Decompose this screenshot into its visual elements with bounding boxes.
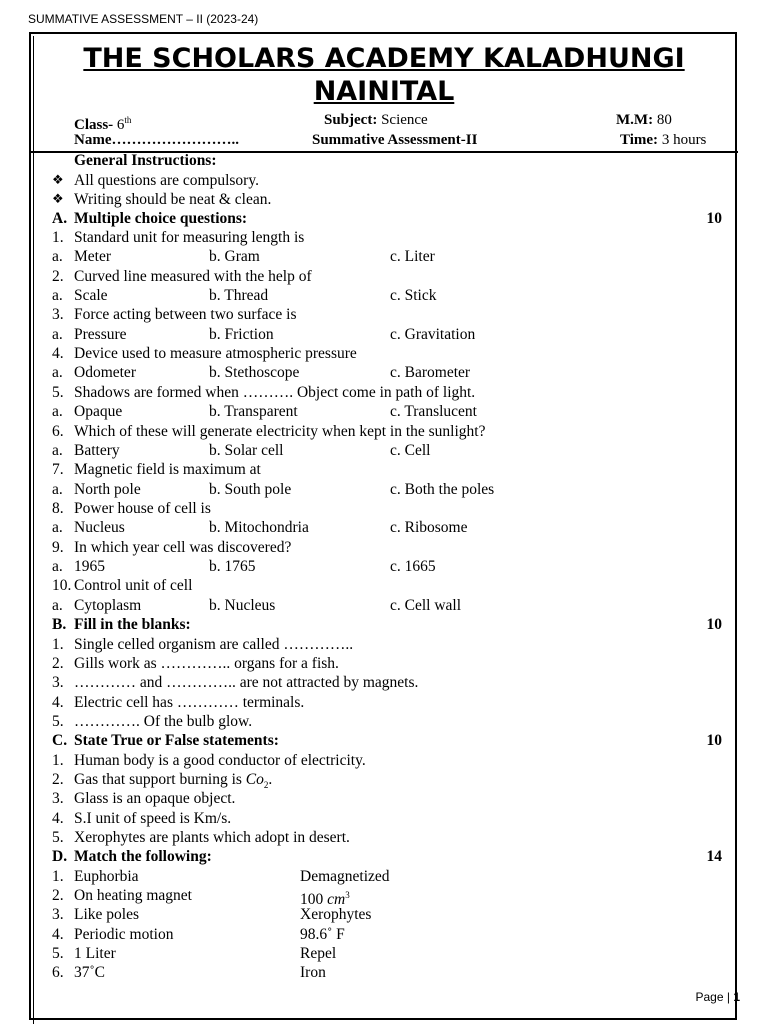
item-text (74, 789, 235, 808)
options-row (0, 325, 768, 344)
page-footer (696, 990, 741, 1004)
option-a: Scale (74, 287, 108, 304)
option-a: Meter (74, 248, 112, 265)
option-a-prefix: a. (52, 364, 63, 381)
option-b: b. Gram (209, 248, 260, 265)
option-a-prefix: a. (52, 558, 63, 575)
chemical-formula: Co (245, 771, 264, 788)
option-c: c. Cell wall (390, 597, 462, 614)
question-number: 2. (52, 268, 64, 285)
formula-subscript: 2 (263, 780, 269, 791)
item-number: 4. (52, 926, 64, 943)
match-row (0, 944, 768, 963)
match-left: 1 Liter (74, 945, 116, 962)
statement-text: S.I unit of speed is Km/s. (74, 810, 232, 827)
option-c: c. Ribosome (390, 519, 468, 536)
section-a-heading-row (0, 209, 768, 228)
class-sup: th (124, 115, 132, 125)
option-b: b. Mitochondria (209, 519, 309, 536)
question-row (0, 267, 768, 286)
options-row (0, 286, 768, 305)
option-a-prefix: a. (52, 519, 63, 536)
question-text: Magnetic field is maximum at (74, 461, 261, 478)
true-false-row (0, 809, 768, 828)
instructions-heading-row (0, 151, 768, 170)
section-d-heading-row (0, 847, 768, 866)
statement-text: Xerophytes are plants which adopt in desert. (74, 829, 350, 846)
question-text: Control unit of cell (74, 577, 193, 594)
question-row (0, 460, 768, 479)
question-number: 10. (52, 577, 72, 594)
statement-text: Glass is an opaque object. (74, 790, 236, 807)
match-left: Like poles (74, 906, 139, 923)
time-value: 3 hours (661, 132, 707, 148)
option-b: b. Friction (209, 326, 274, 343)
page-number: 1 (733, 990, 740, 1004)
option-c: c. Cell (390, 442, 431, 459)
section-letter: C. (52, 732, 68, 749)
match-row (0, 905, 768, 924)
question-number: 5. (52, 384, 64, 401)
option-c: c. Translucent (390, 403, 477, 420)
match-right (300, 944, 336, 963)
item-number: 2. (52, 771, 64, 788)
option-c: c. Liter (390, 248, 435, 265)
subject-info (324, 110, 428, 130)
class-label: Class- (74, 117, 114, 133)
match-right (300, 905, 371, 924)
question-text: Standard unit for measuring length is (74, 229, 305, 246)
question-number: 3. (52, 306, 64, 323)
question-number: 8. (52, 500, 64, 517)
section-heading: Match the following: (74, 848, 212, 865)
section-marks: 10 (706, 732, 722, 749)
section-heading: Fill in the blanks: (74, 616, 191, 633)
diamond-bullet-icon: ❖ (52, 173, 64, 188)
option-b: b. 1765 (209, 558, 256, 575)
max-marks-info (616, 110, 672, 130)
item-number: 6. (52, 964, 64, 981)
item-text (74, 751, 366, 770)
options-row (0, 247, 768, 266)
option-c: c. Barometer (390, 364, 471, 381)
option-b: b. Stethoscope (209, 364, 300, 381)
section-letter: B. (52, 616, 67, 633)
fill-blank-row (0, 673, 768, 692)
instruction-text: All questions are compulsory. (74, 172, 259, 189)
statement-text: Human body is a good conductor of electricity. (74, 752, 366, 769)
fill-blank-row (0, 712, 768, 731)
match-right (300, 925, 345, 944)
match-row (0, 886, 768, 909)
instruction-text: Writing should be neat & clean. (74, 191, 272, 208)
option-c: c. 1665 (390, 558, 436, 575)
true-false-row (0, 828, 768, 847)
item-text: Single celled organism are called ………….. (74, 636, 354, 653)
item-text: …………. Of the bulb glow. (74, 713, 253, 730)
options-row (0, 441, 768, 460)
match-row (0, 867, 768, 886)
option-a-prefix: a. (52, 248, 63, 265)
option-b: b. Nucleus (209, 597, 276, 614)
option-a: 1965 (74, 558, 105, 575)
match-left: Periodic motion (74, 926, 174, 943)
school-title-line2: NAINITAL (313, 76, 455, 107)
option-a: Odometer (74, 364, 136, 381)
option-a: Nucleus (74, 519, 125, 536)
question-row (0, 499, 768, 518)
question-row (0, 422, 768, 441)
time-info (620, 130, 706, 150)
question-row (0, 538, 768, 557)
item-number: 4. (52, 810, 64, 827)
question-text: Force acting between two surface is (74, 306, 297, 323)
unit-superscript: 3 (345, 890, 350, 900)
section-heading: State True or False statements: (74, 732, 279, 749)
question-text: Shadows are formed when ………. Object come in path of light. (74, 384, 476, 401)
match-left: Euphorbia (74, 868, 139, 885)
question-row (0, 228, 768, 247)
options-row (0, 402, 768, 421)
school-title (30, 42, 738, 108)
match-right-text: Repel (300, 945, 337, 962)
item-text: ………… and ………….. are not attracted by magnets. (74, 674, 419, 691)
item-number: 3. (52, 906, 64, 923)
options-row (0, 596, 768, 615)
match-row (0, 963, 768, 982)
option-c: c. Gravitation (390, 326, 476, 343)
question-row (0, 383, 768, 402)
match-left: On heating magnet (74, 887, 192, 904)
option-c: c. Stick (390, 287, 437, 304)
item-number: 5. (52, 945, 64, 962)
options-row (0, 518, 768, 537)
name-field (74, 130, 239, 150)
name-label: Name…………………….. (74, 132, 239, 148)
option-a: Battery (74, 442, 120, 459)
subject-label: Subject: (324, 112, 378, 128)
section-letter: A. (52, 210, 68, 227)
diamond-bullet-icon: ❖ (52, 192, 64, 207)
item-number: 1. (52, 868, 64, 885)
item-text: Electric cell has ………… terminals. (74, 694, 305, 711)
time-label: Time: (620, 132, 659, 148)
option-a-prefix: a. (52, 481, 63, 498)
option-a-prefix: a. (52, 287, 63, 304)
question-text: Which of these will generate electricity when kept in the sunlight? (74, 423, 486, 440)
option-b: b. Transparent (209, 403, 298, 420)
statement-tail: . (268, 771, 273, 788)
page-label: Page | (695, 990, 734, 1004)
fill-blank-row (0, 635, 768, 654)
match-right-text: 100 (300, 891, 328, 909)
instructions-heading: General Instructions: (74, 152, 217, 169)
question-number: 1. (52, 229, 64, 246)
section-heading: Multiple choice questions: (74, 210, 248, 227)
option-b: b. South pole (209, 481, 292, 498)
section-b-heading-row (0, 615, 768, 634)
question-text: In which year cell was discovered? (74, 539, 292, 556)
match-row (0, 925, 768, 944)
match-right-text: Demagnetized (300, 868, 390, 885)
item-number: 3. (52, 674, 64, 691)
item-number: 3. (52, 790, 64, 807)
option-a-prefix: a. (52, 442, 63, 459)
fill-blank-row (0, 654, 768, 673)
question-row (0, 576, 768, 595)
header-top-label: SUMMATIVE ASSESSMENT – II (2023-24) (28, 12, 259, 26)
question-number: 4. (52, 345, 64, 362)
section-marks: 10 (706, 210, 722, 227)
option-b: b. Thread (209, 287, 269, 304)
item-number: 4. (52, 694, 64, 711)
school-title-line1: THE SCHOLARS ACADEMY KALADHUNGI (83, 43, 685, 74)
question-number: 9. (52, 539, 64, 556)
section-marks: 10 (706, 616, 722, 633)
statement-text: Gas that support burning is (74, 771, 246, 788)
question-text: Curved line measured with the help of (74, 268, 312, 285)
item-number: 1. (52, 752, 64, 769)
item-number: 5. (52, 713, 64, 730)
options-row (0, 557, 768, 576)
question-row (0, 344, 768, 363)
item-number: 1. (52, 636, 64, 653)
item-text (74, 809, 231, 828)
unit-text: cm (327, 891, 346, 909)
options-row (0, 480, 768, 499)
option-a-prefix: a. (52, 597, 63, 614)
true-false-row (0, 770, 768, 789)
instruction-item (0, 190, 768, 209)
option-a: Opaque (74, 403, 123, 420)
option-b: b. Solar cell (209, 442, 284, 459)
option-a: Pressure (74, 326, 127, 343)
instruction-item (0, 171, 768, 190)
options-row (0, 363, 768, 382)
item-text (74, 828, 350, 847)
true-false-row (0, 751, 768, 770)
fill-blank-row (0, 693, 768, 712)
mm-label: M.M: (616, 112, 654, 128)
mm-value: 80 (656, 112, 672, 128)
question-text: Device used to measure atmospheric pressure (74, 345, 357, 362)
question-number: 7. (52, 461, 64, 478)
match-right-text: 98.6˚ F (300, 926, 345, 943)
question-number: 6. (52, 423, 64, 440)
match-right-text: Xerophytes (300, 906, 372, 923)
section-letter: D. (52, 848, 68, 865)
subject-value: Science (381, 112, 428, 128)
true-false-row (0, 789, 768, 808)
option-a-prefix: a. (52, 403, 63, 420)
item-number: 2. (52, 655, 64, 672)
item-number: 2. (52, 887, 64, 904)
option-a: North pole (74, 481, 141, 498)
exam-info (312, 130, 477, 150)
section-marks: 14 (706, 848, 722, 865)
match-right-text: Iron (300, 964, 326, 981)
match-right (300, 867, 390, 886)
question-row (0, 305, 768, 324)
match-right (300, 963, 326, 982)
class-value: 6 (116, 117, 125, 133)
option-c: c. Both the poles (390, 481, 495, 498)
option-a: Cytoplasm (74, 597, 142, 614)
question-text: Power house of cell is (74, 500, 211, 517)
item-text: Gills work as ………….. organs for a fish. (74, 655, 339, 672)
item-number: 5. (52, 829, 64, 846)
match-left: 37˚C (74, 964, 105, 981)
section-c-heading-row (0, 731, 768, 750)
option-a-prefix: a. (52, 326, 63, 343)
exam-label: Summative Assessment-II (312, 132, 478, 148)
